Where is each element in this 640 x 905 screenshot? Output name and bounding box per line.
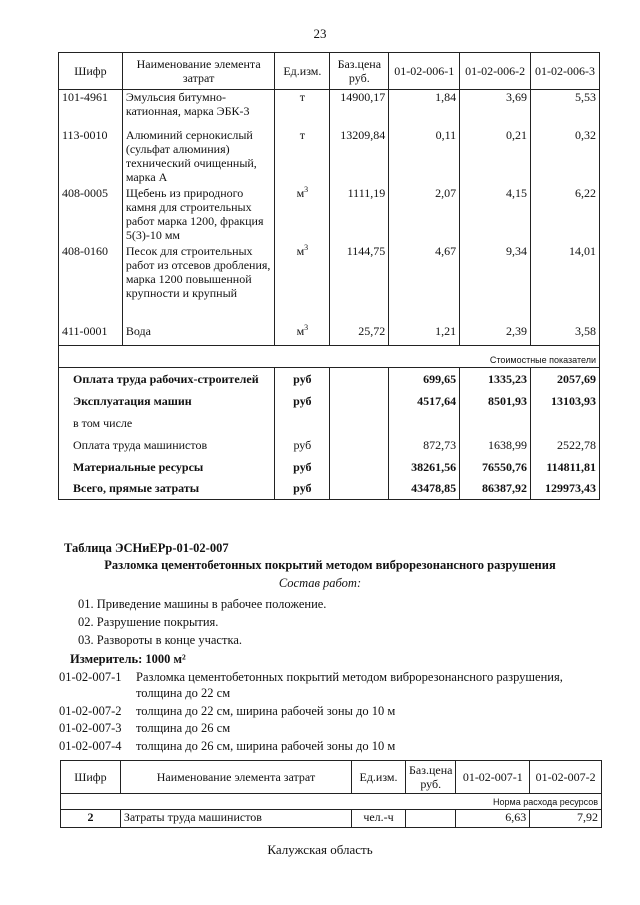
summary-label: Оплата труда рабочих-строителей	[59, 368, 275, 390]
cell-code: 408-0160	[59, 244, 123, 324]
summary-value-1	[389, 412, 460, 434]
cell-price: 1144,75	[330, 244, 389, 324]
header-unit: Ед.изм.	[352, 761, 406, 794]
summary-value-3: 129973,43	[531, 478, 600, 500]
step-1: 01. Приведение машины в рабочее положение.	[78, 597, 327, 611]
summary-label: Всего, прямые затраты	[59, 478, 275, 500]
cell-unit: $м^3$	[275, 186, 330, 244]
summary-price	[330, 478, 389, 500]
cell-price: 13209,84	[330, 128, 389, 186]
cell-value-1: 4,67	[389, 244, 460, 324]
cell-value-2: 2,39	[460, 324, 531, 346]
header-col-2: 01-02-006-2	[460, 53, 531, 90]
section-label-row	[59, 346, 600, 368]
summary-price	[330, 368, 389, 390]
cell-name: Вода	[122, 324, 275, 346]
cell-code: 408-0005	[59, 186, 123, 244]
header-price: Баз.цена руб.	[330, 53, 389, 90]
cell-price: 1111,19	[330, 186, 389, 244]
variant-text-2: толщина до 22 см, ширина рабочей зоны до 10 м	[136, 704, 396, 718]
summary-value-3	[531, 412, 600, 434]
cell-price: 25,72	[330, 324, 389, 346]
summary-row	[59, 456, 600, 478]
summary-row	[59, 412, 600, 434]
step-2: 02. Разрушение покрытия.	[78, 615, 219, 629]
cell-name: Затраты труда машинистов	[120, 810, 351, 828]
cell-name: Алюминий сернокислый (сульфат алюминия) технический очищенный, марка А	[122, 128, 275, 186]
table-header-row	[61, 761, 602, 794]
cell-name: Щебень из природного камня для строительных работ марка 1200, фракция 5(3)-10 мм	[122, 186, 275, 244]
section-label-row	[61, 794, 602, 810]
header-price: Баз.цена руб.	[405, 761, 455, 794]
cell-code: 411-0001	[59, 324, 123, 346]
header-name: Наименование элемента затрат	[120, 761, 351, 794]
summary-label: Материальные ресурсы	[59, 456, 275, 478]
summary-value-1: 872,73	[389, 434, 460, 456]
resource-table-2	[60, 760, 602, 828]
cell-value-2: 3,69	[460, 90, 531, 128]
cell-name: Песок для строительных работ из отсевов дробления, марка 1200 повышенной крупности и крупный	[122, 244, 275, 324]
variant-code-1: 01-02-007-1	[59, 670, 122, 684]
summary-row	[59, 390, 600, 412]
summary-price	[330, 456, 389, 478]
header-col-2: 01-02-007-2	[530, 761, 602, 794]
variant-text-4: толщина до 26 см, ширина рабочей зоны до 10 м	[136, 739, 396, 753]
summary-value-2: 86387,92	[460, 478, 531, 500]
summary-unit: руб	[275, 368, 330, 390]
cell-value-2: 0,21	[460, 128, 531, 186]
table-row	[59, 324, 600, 346]
table-row	[59, 186, 600, 244]
summary-label: Оплата труда машинистов	[59, 434, 275, 456]
cell-value-1: 0,11	[389, 128, 460, 186]
summary-row	[59, 368, 600, 390]
header-col-1: 01-02-006-1	[389, 53, 460, 90]
work-heading: Разломка цементобетонных покрытий методом виброрезонансного разрушения	[104, 558, 556, 572]
cell-unit: т	[275, 90, 330, 128]
cell-unit: $м^3$	[275, 244, 330, 324]
footer-region: Калужская область	[267, 842, 373, 857]
cell-code: 101-4961	[59, 90, 123, 128]
cell-code: 2	[61, 810, 121, 828]
header-name: Наименование элемента затрат	[122, 53, 275, 90]
cell-unit: т	[275, 128, 330, 186]
cell-value-1: 1,84	[389, 90, 460, 128]
summary-value-1: 43478,85	[389, 478, 460, 500]
summary-label: Эксплуатация машин	[59, 390, 275, 412]
table-header-row	[59, 53, 600, 90]
cell-price: 14900,17	[330, 90, 389, 128]
summary-label: в том числе	[59, 412, 275, 434]
table-title: Таблица ЭСНиЕРр-01-02-007	[64, 541, 229, 555]
header-unit: Ед.изм.	[275, 53, 330, 90]
variant-text-1b: толщина до 22 см	[136, 686, 231, 700]
variant-code-3: 01-02-007-3	[59, 721, 122, 735]
section-label: Норма расхода ресурсов	[61, 794, 602, 810]
summary-value-3: 2057,69	[531, 368, 600, 390]
cell-value-3: 14,01	[531, 244, 600, 324]
summary-value-2	[460, 412, 531, 434]
summary-value-3: 13103,93	[531, 390, 600, 412]
cell-unit: $м^3$	[275, 324, 330, 346]
variant-code-2: 01-02-007-2	[59, 704, 122, 718]
header-col-3: 01-02-006-3	[531, 53, 600, 90]
summary-unit: руб	[275, 434, 330, 456]
section-label: Стоимостные показатели	[59, 346, 600, 368]
cell-value-1: 6,63	[456, 810, 530, 828]
meter-label: Измеритель: 1000 м²	[70, 652, 186, 666]
cell-value-2: 7,92	[530, 810, 602, 828]
cell-value-3: 3,58	[531, 324, 600, 346]
table-row	[61, 810, 602, 828]
cell-value-2: 4,15	[460, 186, 531, 244]
summary-value-3: 2522,78	[531, 434, 600, 456]
cell-value-3: 5,53	[531, 90, 600, 128]
table-row	[59, 90, 600, 128]
summary-price	[330, 390, 389, 412]
page-number: 23	[313, 26, 327, 41]
resource-table-1	[58, 52, 600, 500]
summary-unit: руб	[275, 456, 330, 478]
summary-row	[59, 434, 600, 456]
header-code: Шифр	[59, 53, 123, 90]
summary-value-2: 76550,76	[460, 456, 531, 478]
summary-value-2: 8501,93	[460, 390, 531, 412]
summary-unit	[275, 412, 330, 434]
step-3: 03. Развороты в конце участка.	[78, 633, 242, 647]
cell-value-2: 9,34	[460, 244, 531, 324]
summary-unit: руб	[275, 390, 330, 412]
cell-unit: чел.-ч	[352, 810, 406, 828]
cell-name: Эмульсия битумно-катионная, марка ЭБК-3	[122, 90, 275, 128]
summary-price	[330, 434, 389, 456]
variant-text-3: толщина до 26 см	[136, 721, 231, 735]
cell-value-1: 2,07	[389, 186, 460, 244]
cell-value-3: 0,32	[531, 128, 600, 186]
header-col-1: 01-02-007-1	[456, 761, 530, 794]
summary-unit: руб	[275, 478, 330, 500]
table-row	[59, 244, 600, 324]
summary-value-3: 114811,81	[531, 456, 600, 478]
cell-price	[405, 810, 455, 828]
variant-text-1: Разломка цементобетонных покрытий методом виброрезонансного разрушения,	[136, 670, 563, 684]
summary-row	[59, 478, 600, 500]
table-row	[59, 128, 600, 186]
variant-code-4: 01-02-007-4	[59, 739, 122, 753]
summary-value-1: 4517,64	[389, 390, 460, 412]
composition-title: Состав работ:	[278, 576, 362, 590]
summary-value-1: 38261,56	[389, 456, 460, 478]
cell-value-1: 1,21	[389, 324, 460, 346]
cell-code: 113-0010	[59, 128, 123, 186]
cell-value-3: 6,22	[531, 186, 600, 244]
header-code: Шифр	[61, 761, 121, 794]
summary-value-2: 1638,99	[460, 434, 531, 456]
summary-value-1: 699,65	[389, 368, 460, 390]
summary-price	[330, 412, 389, 434]
summary-value-2: 1335,23	[460, 368, 531, 390]
